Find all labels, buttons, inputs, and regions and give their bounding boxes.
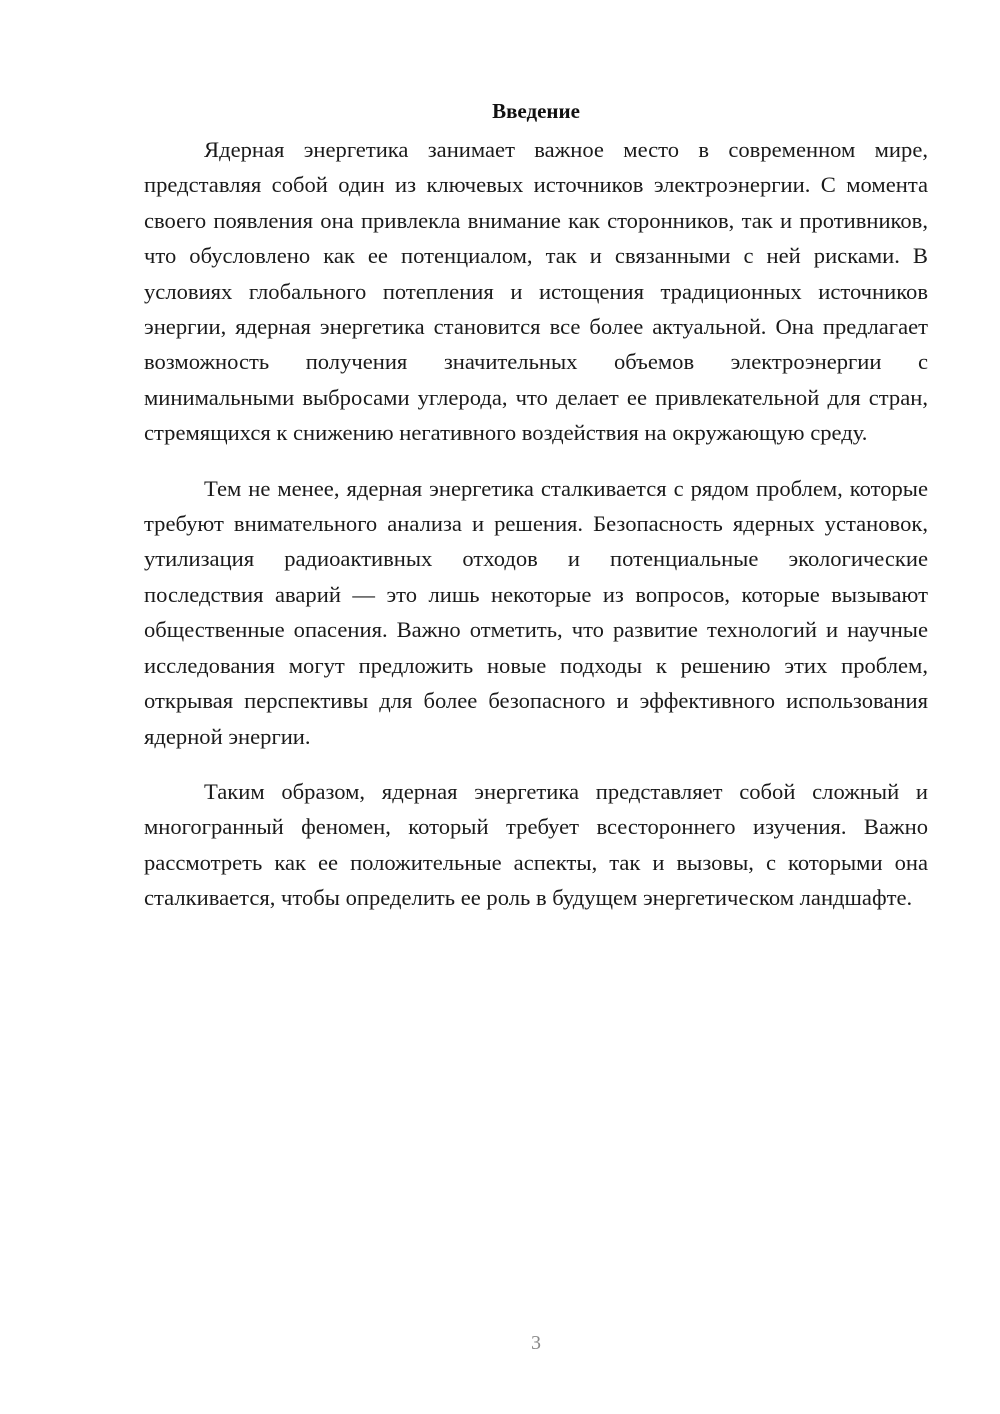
- page-number: 3: [531, 1332, 541, 1354]
- paragraph-3: Таким образом, ядерная энергетика представляет собой сложный и многогранный феномен, который требует всестороннего изучения. Важно рассмотреть как ее положительные аспекты, так и вызовы, с которыми она сталкивается, чтобы определить ее роль в будущем энергетическом ландшафте.: [144, 778, 928, 911]
- section-title: Введение: [492, 99, 580, 123]
- page-content: [144, 94, 928, 916]
- paragraph-2: Тем не менее, ядерная энергетика сталкивается с рядом проблем, которые требуют внимательного анализа и решения. Безопасность ядерных установок, утилизация радиоактивных отходов и потенциальные экологические последствия аварий — это лишь некоторые из вопросов, которые вызывают общественные опасения. Важно отметить, что развитие технологий и научные исследования могут предложить новые подходы к решению этих проблем, открывая перспективы для более безопасного и эффективного использования ядерной энергии.: [144, 475, 928, 749]
- paragraph-1: Ядерная энергетика занимает важное место в современном мире, представляя собой один из ключевых источников электроэнергии. С момента своего появления она привлекла внимание как сторонников, так и противников, что обусловлено как ее потенциалом, так и связанными с ней рисками. В условиях глобального потепления и истощения традиционных источников энергии, ядерная энергетика становится все более актуальной. Она предлагает возможность получения значительных объемов электроэнергии с минимальными выбросами углерода, что делает ее привлекательной для стран, стремящихся к снижению негативного воздействия на окружающую среду.: [144, 137, 928, 446]
